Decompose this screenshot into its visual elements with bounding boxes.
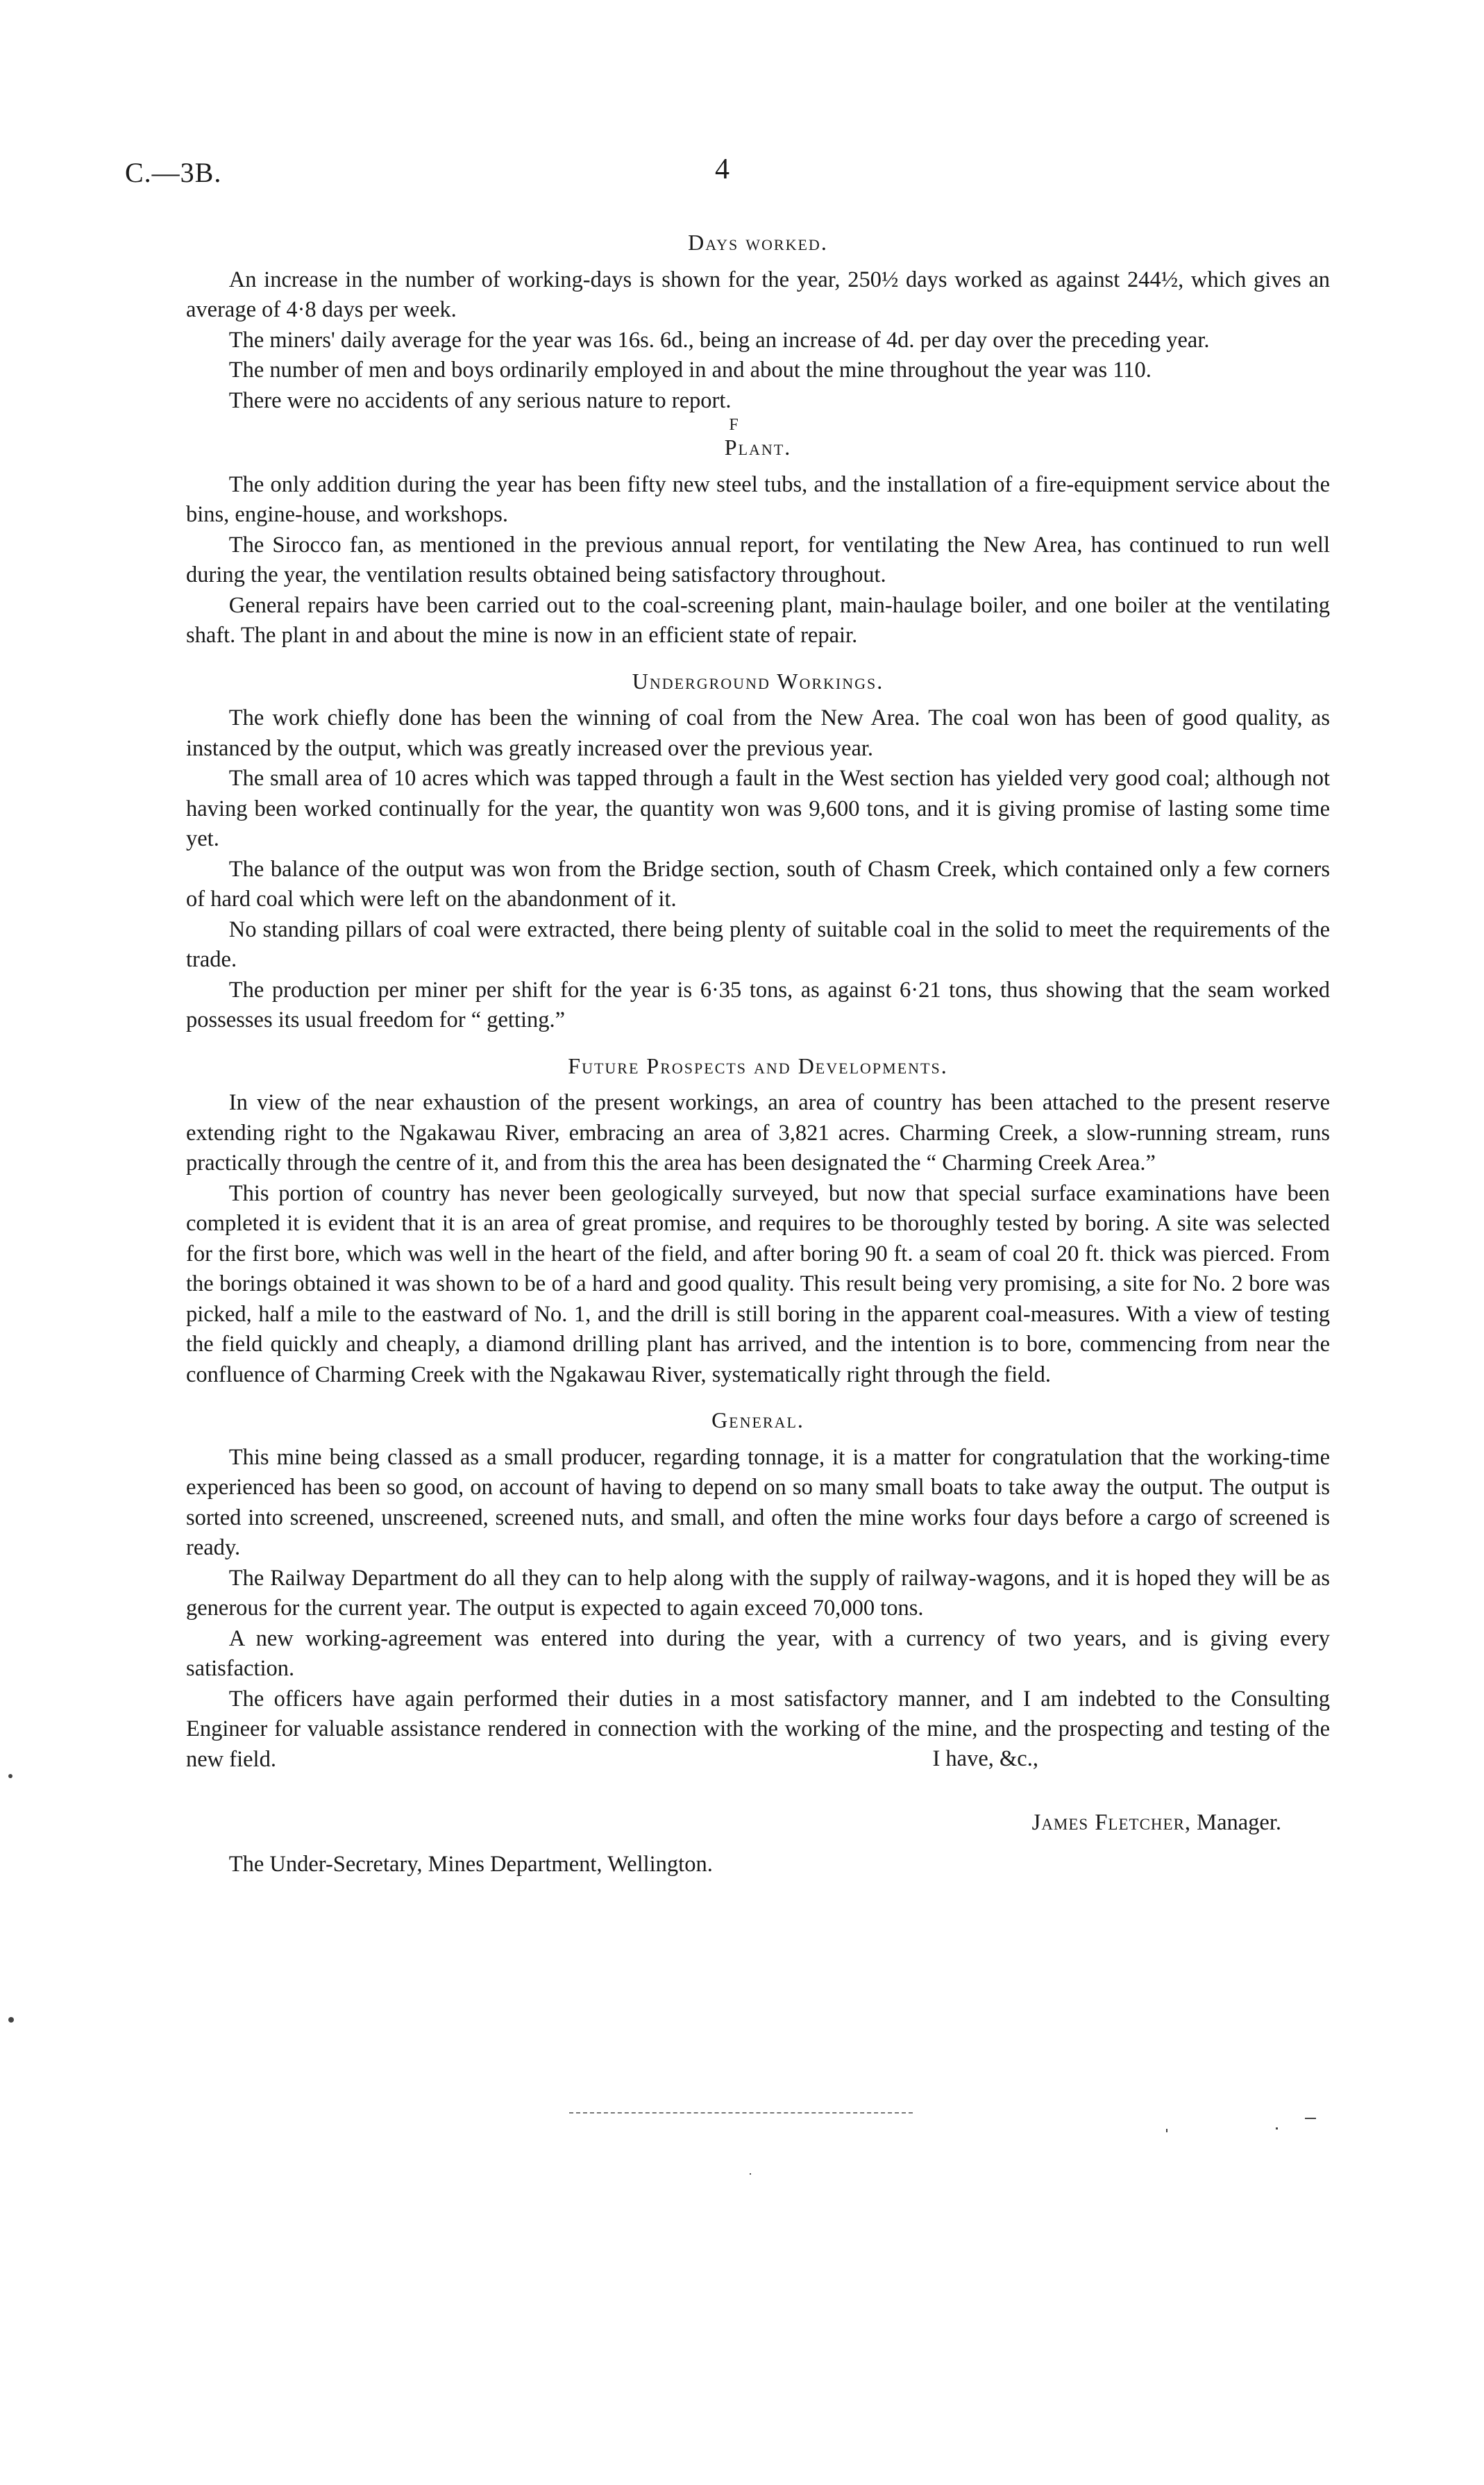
section-general	[186, 1405, 1330, 1775]
paragraph: A new working-agreement was entered into during the year, with a currency of two years, and is giving every satisfaction.	[186, 1625, 1330, 1681]
section-heading: Days worked.	[688, 230, 828, 255]
section-underground-workings	[186, 667, 1330, 1036]
document-reference: C.—3B.	[125, 157, 222, 188]
paragraph: The production per miner per shift for the year is 6·35 tons, as against 6·21 tons, thus showing that the seam worked possesses its usual freedom for “ getting.”	[186, 977, 1330, 1032]
paragraph: No standing pillars of coal were extracted, there being plenty of suitable coal in the solid to meet the requirements of the trade.	[186, 917, 1330, 972]
document-body	[186, 221, 1330, 1880]
section-days-worked	[186, 228, 1330, 416]
scan-speck	[8, 2017, 14, 2023]
page-number: 4	[715, 153, 730, 185]
section-heading: General.	[711, 1407, 804, 1432]
paragraph: The small area of 10 acres which was tapped through a fault in the West section has yielded very good coal; although not having been worked continually for the year, the quantity won was 9,600 tons, and it is giving promise of lasting some time yet.	[186, 766, 1330, 851]
paragraph: General repairs have been carried out to the coal-screening plant, main-haulage boiler, and one boiler at the ventilating shaft. The plant in and about the mine is now in an efficient state of repair.	[186, 592, 1330, 648]
signatory-title: Manager.	[1197, 1810, 1281, 1835]
closing-phrase: I have, &c.,	[932, 1746, 1038, 1771]
section-heading: Future Prospects and Developments.	[568, 1053, 948, 1078]
scan-speck	[1305, 2118, 1316, 2119]
paragraph: There were no accidents of any serious nature to report.	[228, 387, 732, 413]
printer-mark: F	[729, 416, 739, 434]
addressee: The Under-Secretary, Mines Department, Wellington.	[228, 1851, 713, 1877]
signature	[186, 1808, 1330, 1839]
paragraph: The Railway Department do all they can to help along with the supply of railway-wagons, and it is hoped they will be as generous for the current year. The output is expected to again exceed 70,000 tons.	[186, 1565, 1330, 1621]
paragraph: The only addition during the year has been fifty new steel tubs, and the installation of a fire-equipment service about the bins, engine-house, and workshops.	[186, 471, 1330, 527]
scan-speck	[1166, 2129, 1167, 2132]
section-plant	[186, 417, 1330, 651]
paragraph: The number of men and boys ordinarily employed in and about the mine throughout the year was 110.	[228, 358, 1152, 383]
scan-speck	[750, 2173, 751, 2175]
paragraph: The Sirocco fan, as mentioned in the previous annual report, for ventilating the New Area, has continued to run well during the year, the ventilation results obtained being satisfactory throughout.	[186, 532, 1330, 587]
paragraph: An increase in the number of working-days is shown for the year, 250½ days worked as against 244½, which gives an average of 4·8 days per week.	[186, 267, 1330, 322]
closing-block	[186, 1746, 1330, 1805]
footer-divider	[569, 2112, 913, 2114]
section-heading: Plant.	[724, 435, 792, 460]
paragraph: The miners' daily average for the year was 16s. 6d., being an increase of 4d. per day over the preceding year.	[228, 327, 1210, 353]
paragraph: In view of the near exhaustion of the present workings, an area of country has been attached to the present reserve extending right to the Ngakawau River, embracing an area of 3,821 acres. Charming Creek, a slow-running stream, runs practically through the centre of it, and from this the area has been designated the “ Charming Creek Area.”	[186, 1090, 1330, 1175]
paragraph: The work chiefly done has been the winning of coal from the New Area. The coal won has been of good quality, as instanced by the output, which was greatly increased over the previous year.	[186, 705, 1330, 761]
paragraph: The balance of the output was won from the Bridge section, south of Chasm Creek, which contained only a few corners of hard coal which were left on the abandonment of it.	[186, 856, 1330, 912]
scan-speck	[1276, 2127, 1278, 2130]
section-future-prospects	[186, 1051, 1330, 1391]
scan-speck	[8, 1774, 12, 1778]
section-heading: Underground Workings.	[632, 668, 884, 694]
paragraph: This mine being classed as a small producer, regarding tonnage, it is a matter for congratulation that the working-time experienced has been so good, on account of having to depend on so many small boats to take away the output. The output is sorted into screened, unscreened, screened nuts, and small, and often the mine works four days before a cargo of screened is ready.	[186, 1444, 1330, 1560]
paragraph: The officers have again performed their duties in a most satisfactory manner, and I am indebted to the Consulting Engineer for valuable assistance rendered in connection with the working of the mine, and the prospecting and testing of the new field.	[186, 1686, 1330, 1772]
signatory-name: James Fletcher,	[1031, 1810, 1192, 1835]
paragraph: This portion of country has never been geologically surveyed, but now that special surface examinations have been completed it is evident that it is an area of great promise, and requires to be thoroughly tested by boring. A site was selected for the first bore, which was well in the heart of the field, and after boring 90 ft. a seam of coal 20 ft. thick was pierced. From the borings obtained it was shown to be of a hard and good quality. This result being very promising, a site for No. 2 bore was picked, half a mile to the eastward of No. 1, and the drill is still boring in the apparent coal-measures. With a view of testing the field quickly and cheaply, a diamond drilling plant has arrived, and the intention is to bore, commencing from near the confluence of Charming Creek with the Ngakawau River, systematically right through the field.	[186, 1180, 1330, 1387]
